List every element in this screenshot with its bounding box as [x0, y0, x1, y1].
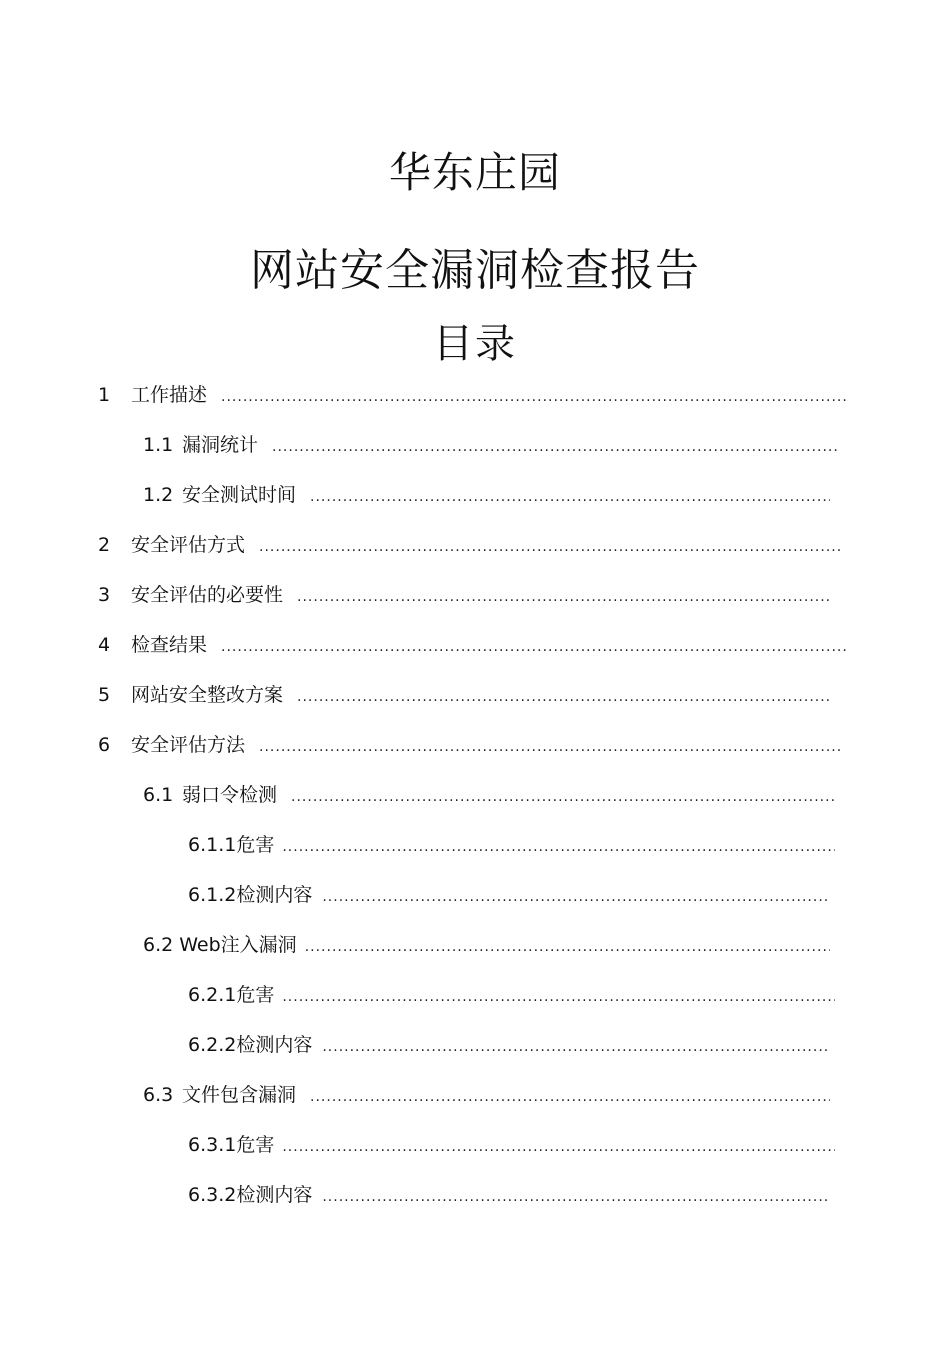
- toc-entry-1-2[interactable]: [143, 481, 830, 509]
- toc-dot-leader: [282, 1133, 835, 1159]
- toc-dot-leader: [310, 1083, 830, 1109]
- toc-dot-leader: [282, 983, 835, 1009]
- toc-entry-number: 3: [98, 584, 111, 606]
- toc-entry-5[interactable]: [98, 681, 832, 709]
- toc-dot-leader: [291, 783, 834, 809]
- toc-dot-leader: [259, 533, 840, 559]
- toc-entry-label: 6.2.2检测内容: [188, 1034, 313, 1056]
- toc-dot-leader: [322, 883, 828, 909]
- toc-entry-6-3-1[interactable]: [188, 1131, 835, 1159]
- report-title: 网站安全漏洞检查报告: [250, 245, 700, 296]
- toc-entry-label: 6.1.1危害: [188, 834, 275, 856]
- toc-entry-label: 6.2 Web注入漏洞: [143, 934, 297, 956]
- toc-dot-leader: [272, 433, 837, 459]
- toc-entry-number: 5: [98, 684, 111, 706]
- toc-dot-leader: [305, 933, 830, 959]
- toc-entry-6-3[interactable]: [143, 1081, 830, 1109]
- toc-entry-label: 工作描述: [131, 384, 208, 406]
- toc-dot-leader: [221, 383, 848, 409]
- toc-entry-6-3-2[interactable]: [188, 1181, 828, 1209]
- toc-entry-1-1[interactable]: [143, 431, 837, 459]
- toc-entry-label: 6.3.2检测内容: [188, 1184, 313, 1206]
- toc-entry-6-2-2[interactable]: [188, 1031, 828, 1059]
- toc-entry-3[interactable]: [98, 581, 832, 609]
- toc-entry-6[interactable]: [98, 731, 840, 759]
- toc-entry-label: 漏洞统计: [182, 434, 259, 456]
- toc-dot-leader: [297, 583, 832, 609]
- toc-entry-label: 安全评估方式: [131, 534, 246, 556]
- toc-entry-number: 6.3: [143, 1084, 174, 1106]
- toc-entry-label: 6.1.2检测内容: [188, 884, 313, 906]
- company-title: 华东庄园: [388, 148, 561, 197]
- toc-entry-label: 安全测试时间: [182, 484, 297, 506]
- toc-heading: 目录: [433, 321, 517, 367]
- toc-entry-number: 6: [98, 734, 111, 756]
- toc-entry-label: 网站安全整改方案: [131, 684, 284, 706]
- toc-dot-leader: [297, 683, 832, 709]
- toc-dot-leader: [259, 733, 840, 759]
- toc-entry-2[interactable]: [98, 531, 840, 559]
- toc-dot-leader: [221, 633, 848, 659]
- toc-entry-6-1-1[interactable]: [188, 831, 835, 859]
- toc-entry-4[interactable]: [98, 631, 848, 659]
- toc-entry-label: 弱口令检测: [182, 784, 278, 806]
- toc-entry-label: 检查结果: [131, 634, 208, 656]
- toc-dot-leader: [322, 1033, 828, 1059]
- toc-entry-number: 1.1: [143, 434, 174, 456]
- toc-entry-number: 2: [98, 534, 111, 556]
- toc-entry-label: 文件包含漏洞: [182, 1084, 297, 1106]
- toc-entry-number: 1.2: [143, 484, 174, 506]
- toc-entry-6-1-2[interactable]: [188, 881, 828, 909]
- toc-entry-label: 6.2.1危害: [188, 984, 275, 1006]
- toc-dot-leader: [282, 833, 835, 859]
- toc-entry-6-2-1[interactable]: [188, 981, 835, 1009]
- toc-entry-6-1[interactable]: [143, 781, 834, 809]
- toc-entry-label: 安全评估方法: [131, 734, 246, 756]
- toc-entry-number: 4: [98, 634, 111, 656]
- toc-entry-number: 6.1: [143, 784, 174, 806]
- toc-dot-leader: [310, 483, 830, 509]
- toc-entry-label: 安全评估的必要性: [131, 584, 284, 606]
- toc-entry-label: 6.3.1危害: [188, 1134, 275, 1156]
- toc-entry-1[interactable]: [98, 381, 848, 409]
- toc-dot-leader: [322, 1183, 828, 1209]
- toc-entry-number: 1: [98, 384, 111, 406]
- toc-entry-6-2[interactable]: [143, 931, 830, 959]
